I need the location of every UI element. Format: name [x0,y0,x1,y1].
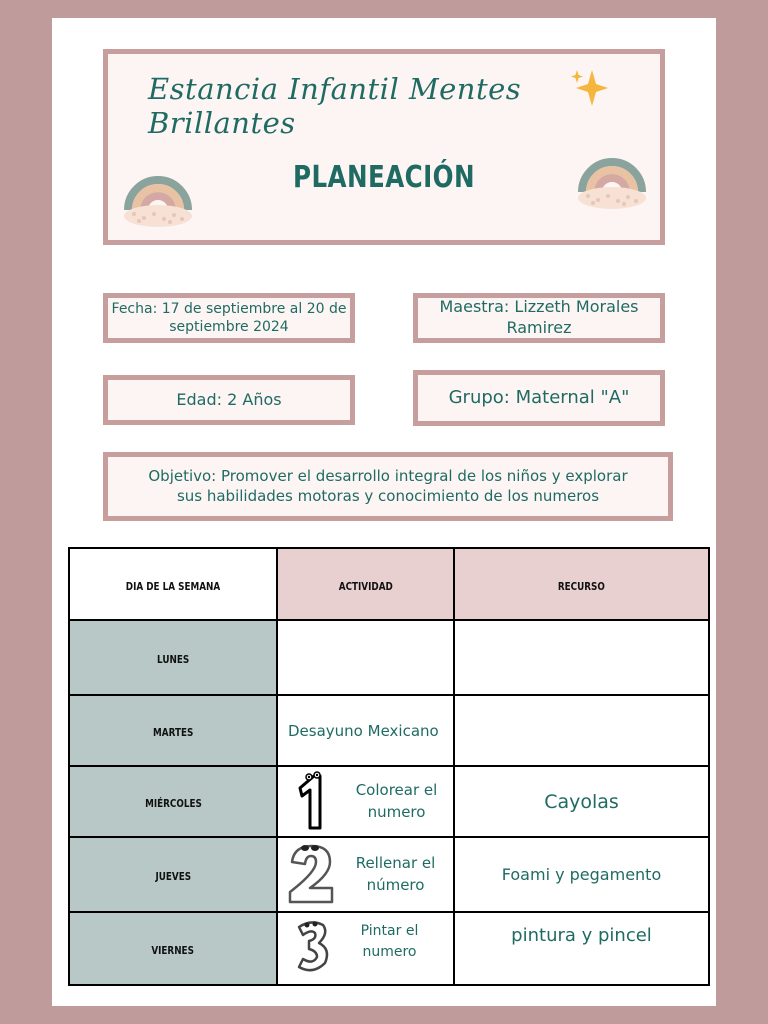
page-title: PLANEACIÓN [293,160,475,195]
table-row [69,620,709,695]
school-name: Estancia Infantil Mentes Brillantes [148,72,522,140]
activity-cell: Rellenar el número [277,837,454,912]
resource-cell [454,620,709,695]
fecha-box: Fecha: 17 de septiembre al 20 de septiembre 2024 [103,293,355,343]
header-cell-activity: ACTIVIDAD [277,548,454,620]
objetivo-box: Objetivo: Promover el desarrollo integral de los niños y explorar sus habilidades motoras y conocimiento de los numeros [103,452,673,521]
grupo-box: Grupo: Maternal "A" [413,370,665,426]
table-row [69,695,709,766]
day-cell: JUEVES [69,837,277,912]
activity-cell: Pintar el numero [277,912,454,985]
day-cell: VIERNES [69,912,277,985]
number-three-image [278,917,346,981]
day-cell: LUNES [69,620,277,695]
resource-cell: pintura y pincel [454,912,709,985]
table-row [69,766,709,837]
header-cell-day: DIA DE LA SEMANA [69,548,277,620]
sparkle-icon [566,64,612,114]
resource-cell [454,695,709,766]
activity-cell: Colorear el numero [277,766,454,837]
maestra-box: Maestra: Lizzeth Morales Ramirez [413,293,665,343]
header-banner [103,49,665,245]
header-cell-resource: RECURSO [454,548,709,620]
rainbow-icon [574,146,650,216]
day-cell: MARTES [69,695,277,766]
edad-box: Edad: 2 Años [103,375,355,425]
table-header-row [69,548,709,620]
activity-cell: Desayuno Mexicano [277,695,454,766]
number-one-image [278,770,346,834]
rainbow-icon [120,164,196,234]
resource-cell: Cayolas [454,766,709,837]
schedule-table [68,547,710,986]
table-row [69,837,709,912]
number-two-image [278,842,346,908]
activity-cell [277,620,454,695]
day-cell: MIÉRCOLES [69,766,277,837]
resource-cell: Foami y pegamento [454,837,709,912]
table-row [69,912,709,985]
